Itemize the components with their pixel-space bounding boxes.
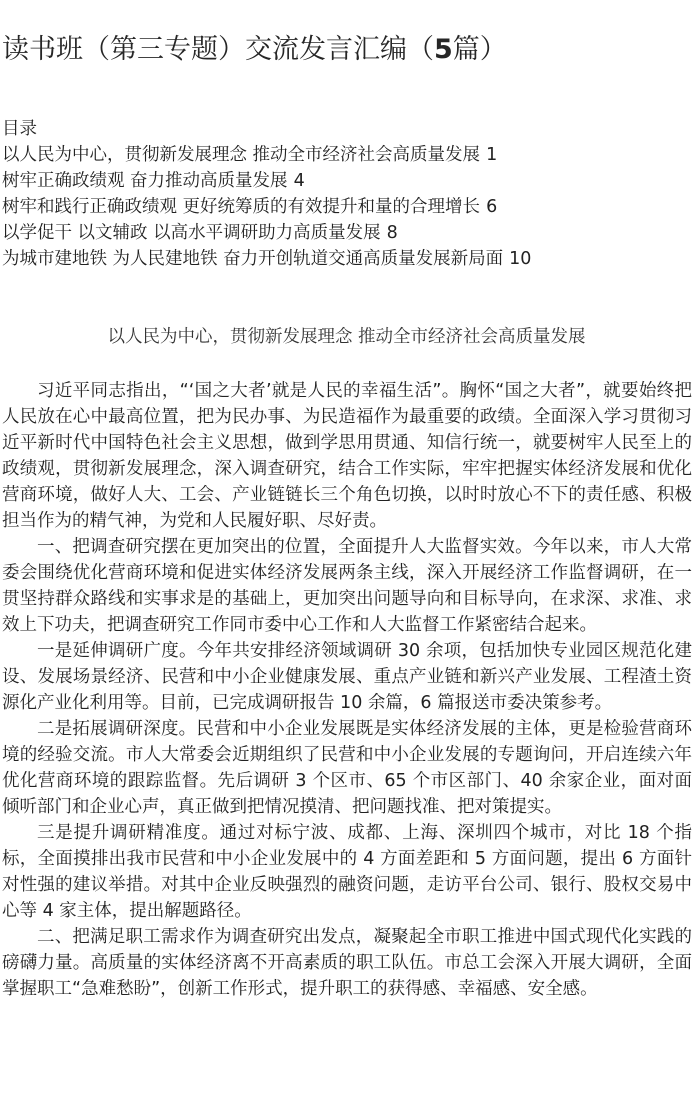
body-paragraph: 三是提升调研精准度。通过对标宁波、成都、上海、深圳四个城市，对比 18 个指标，全面摸排出我市民营和中小企业发展中的 4 方面差距和 5 方面问题，提出 6 方面针对性强的建议举措。对其中企业反映强烈的融资问题，走访平台公司、银行、股权交易中心等 4 家主体，提出解题路径。 [2, 823, 692, 921]
body-paragraph: 习近平同志指出，“‘国之大者’就是人民的幸福生活”。胸怀“国之大者”，就要始终把人民放在心中最高位置，把为民办事、为民造福作为最重要的政绩。全面深入学习贯彻习近平新时代中国特色社会主义思想，做到学思用贯通、知信行统一，就要树牢人民至上的政绩观，贯彻新发展理念，深入调查研究，结合工作实际，牢牢把握实体经济发展和优化营商环境，做好人大、工会、产业链链长三个角色切换，以时时放心不下的责任感、积极担当作为的精气神，为党和人民履好职、尽好责。 [2, 381, 692, 531]
toc-item-title: 以学促干 以文辅政 以高水平调研助力高质量发展 [2, 223, 381, 243]
toc-item-page: 10 [509, 249, 532, 269]
toc-item[interactable] [2, 142, 692, 168]
toc-item-page: 6 [486, 197, 498, 217]
toc-item-page: 8 [386, 223, 398, 243]
title-number: 5 [434, 34, 453, 65]
title-prefix: 读书班（第三专题）交流发言汇编（ [2, 34, 434, 65]
section-title: 以人民为中心，贯彻新发展理念 推动全市经济社会高质量发展 [107, 327, 586, 347]
body-paragraph: 二是拓展调研深度。民营和中小企业发展既是实体经济发展的主体，更是检验营商环境的经验交流。市人大常委会近期组织了民营和中小企业发展的专题询问，开启连续六年优化营商环境的跟踪监督。先后调研 3 个区市、65 个市区部门、40 余家企业，面对面倾听部门和企业心声，真正做到把情况摸清、把问题找准、把对策提实。 [2, 719, 692, 817]
body-paragraph: 一是延伸调研广度。今年共安排经济领域调研 30 余项，包括加快专业园区规范化建设、发展场景经济、民营和中小企业健康发展、重点产业链和新兴产业发展、工程渣土资源化产业化利用等。目前，已完成调研报告 10 余篇，6 篇报送市委决策参考。 [2, 641, 692, 713]
table-of-contents [2, 116, 692, 272]
toc-item-page: 4 [293, 171, 305, 191]
toc-heading: 目录 [2, 119, 37, 139]
document-title [2, 30, 692, 70]
toc-item-title: 树牢正确政绩观 奋力推动高质量发展 [2, 171, 288, 191]
title-suffix: 篇） [452, 34, 507, 65]
body-paragraph: 一、把调查研究摆在更加突出的位置，全面提升人大监督实效。今年以来，市人大常委会围绕优化营商环境和促进实体经济发展两条主线，深入开展经济工作监督调研，在一贯坚持群众路线和实事求是的基础上，更加突出问题导向和目标导向，在求深、求准、求效上下功夫，把调查研究工作同市委中心工作和人大监督工作紧密结合起来。 [2, 537, 692, 635]
toc-item[interactable] [2, 220, 692, 246]
toc-item-title: 为城市建地铁 为人民建地铁 奋力开创轨道交通高质量发展新局面 [2, 249, 504, 269]
section-body [2, 378, 692, 1002]
toc-item-title: 以人民为中心，贯彻新发展理念 推动全市经济社会高质量发展 [2, 145, 481, 165]
toc-item[interactable] [2, 246, 692, 272]
toc-item[interactable] [2, 168, 692, 194]
toc-item-page: 1 [486, 145, 498, 165]
toc-item-title: 树牢和践行正确政绩观 更好统筹质的有效提升和量的合理增长 [2, 197, 481, 217]
toc-item[interactable] [2, 194, 692, 220]
body-paragraph: 二、把满足职工需求作为调查研究出发点，凝聚起全市职工推进中国式现代化实践的磅礴力量。高质量的实体经济离不开高素质的职工队伍。市总工会深入开展大调研，全面掌握职工“急难愁盼”，创新工作形式，提升职工的获得感、幸福感、安全感。 [2, 927, 692, 999]
